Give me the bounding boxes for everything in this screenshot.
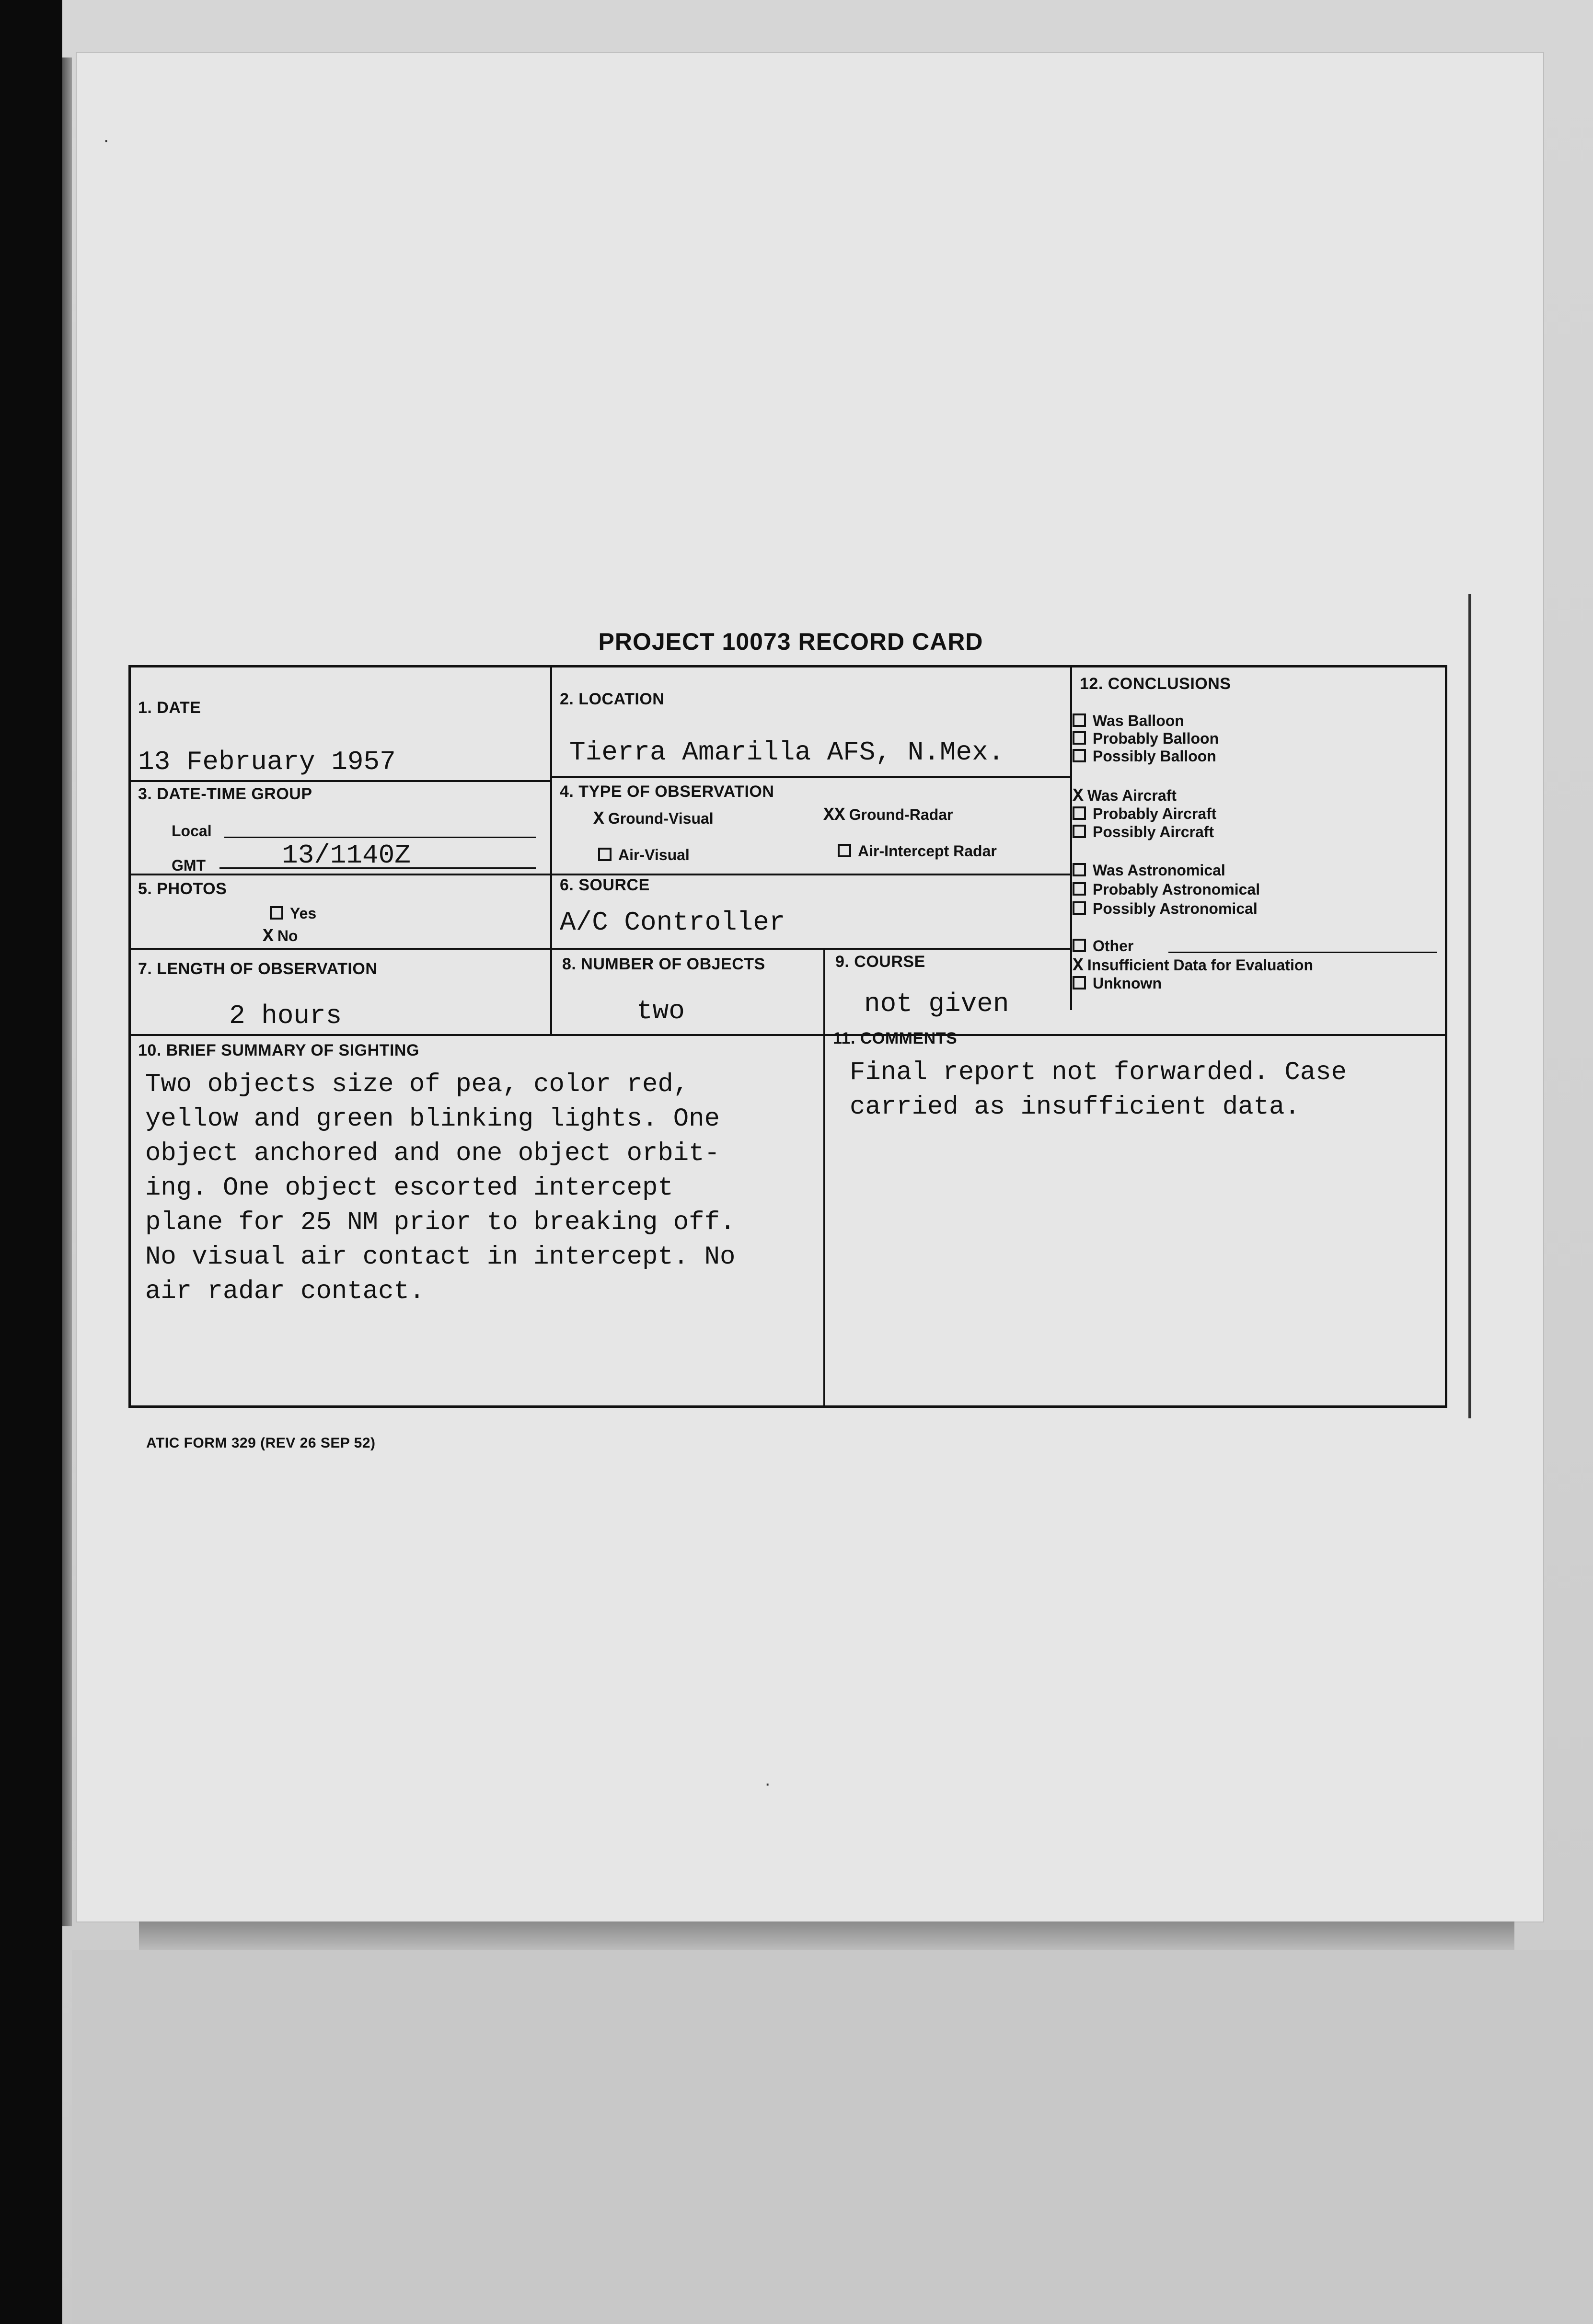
ground-visual-option bbox=[593, 809, 714, 829]
type-observation-label: 4. TYPE OF OBSERVATION bbox=[560, 782, 774, 801]
summary-line: plane for 25 NM prior to breaking off. bbox=[145, 1208, 736, 1237]
unknown-label: Unknown bbox=[1093, 975, 1162, 992]
card-border-right bbox=[1445, 665, 1447, 1408]
summary-line: air radar contact. bbox=[145, 1277, 425, 1306]
was-astronomical-label: Was Astronomical bbox=[1093, 862, 1225, 879]
scan-left-margin bbox=[0, 0, 62, 2324]
photos-yes-option bbox=[270, 905, 316, 922]
was-balloon-checkbox bbox=[1073, 713, 1086, 727]
unknown-checkbox bbox=[1073, 976, 1086, 989]
conclusion-unknown bbox=[1073, 975, 1162, 992]
dtg-label: 3. DATE-TIME GROUP bbox=[138, 785, 312, 803]
scan-speck: · bbox=[103, 129, 110, 150]
air-intercept-radar-label: Air-Intercept Radar bbox=[858, 842, 997, 860]
dtg-local-line bbox=[224, 837, 536, 838]
course-label: 9. COURSE bbox=[835, 953, 925, 971]
divider-h-location bbox=[550, 776, 1070, 778]
scan-speck: · bbox=[764, 1773, 771, 1794]
ground-radar-mark: XX bbox=[823, 805, 845, 826]
date-value: 13 February 1957 bbox=[138, 747, 396, 777]
photos-label: 5. PHOTOS bbox=[138, 880, 227, 898]
card-border-bottom bbox=[128, 1405, 1447, 1408]
form-footer: ATIC FORM 329 (REV 26 SEP 52) bbox=[146, 1435, 376, 1451]
source-value: A/C Controller bbox=[560, 907, 785, 938]
was-aircraft-mark: X bbox=[1073, 786, 1084, 806]
conclusion-possibly-aircraft bbox=[1073, 823, 1214, 841]
comments-text bbox=[850, 1056, 1347, 1125]
insufficient-data-label: Insufficient Data for Evaluation bbox=[1087, 956, 1313, 974]
probably-aircraft-checkbox bbox=[1073, 806, 1086, 820]
conclusion-probably-aircraft bbox=[1073, 805, 1216, 823]
source-label: 6. SOURCE bbox=[560, 876, 650, 894]
dtg-gmt-value: 13/1140Z bbox=[282, 840, 411, 871]
scan-right-rule bbox=[1468, 594, 1471, 1418]
divider-v1 bbox=[550, 665, 552, 1034]
was-balloon-label: Was Balloon bbox=[1093, 712, 1184, 729]
location-value: Tierra Amarilla AFS, N.Mex. bbox=[569, 737, 1004, 768]
summary-label: 10. BRIEF SUMMARY OF SIGHTING bbox=[138, 1041, 419, 1059]
possibly-aircraft-checkbox bbox=[1073, 825, 1086, 838]
summary-line: Two objects size of pea, color red, bbox=[145, 1070, 689, 1099]
conclusion-insufficient-data bbox=[1073, 955, 1313, 976]
conclusion-possibly-astronomical bbox=[1073, 900, 1258, 918]
insufficient-data-mark: X bbox=[1073, 955, 1084, 976]
possibly-astronomical-checkbox bbox=[1073, 901, 1086, 915]
date-label: 1. DATE bbox=[138, 699, 201, 717]
probably-astronomical-label: Probably Astronomical bbox=[1093, 881, 1260, 898]
probably-balloon-checkbox bbox=[1073, 731, 1086, 745]
probably-aircraft-label: Probably Aircraft bbox=[1093, 805, 1217, 822]
conclusion-was-balloon bbox=[1073, 712, 1184, 730]
summary-text bbox=[145, 1068, 735, 1309]
number-objects-value: two bbox=[636, 996, 685, 1026]
air-intercept-radar-option bbox=[838, 842, 997, 860]
ground-radar-label: Ground-Radar bbox=[849, 806, 953, 823]
summary-line: yellow and green blinking lights. One bbox=[145, 1104, 720, 1134]
ground-visual-label: Ground-Visual bbox=[608, 810, 714, 827]
was-astronomical-checkbox bbox=[1073, 863, 1086, 876]
summary-line: No visual air contact in intercept. No bbox=[145, 1243, 736, 1272]
length-value: 2 hours bbox=[229, 1001, 342, 1031]
conclusion-other bbox=[1073, 937, 1133, 955]
divider-v2 bbox=[823, 948, 825, 1408]
conclusion-was-aircraft bbox=[1073, 786, 1177, 806]
card-border-top bbox=[128, 665, 1447, 667]
record-card bbox=[128, 665, 1447, 1408]
card-title: PROJECT 10073 RECORD CARD bbox=[598, 628, 983, 655]
conclusion-possibly-balloon bbox=[1073, 748, 1216, 765]
divider-h-summary bbox=[128, 1034, 1447, 1036]
course-value: not given bbox=[864, 989, 1009, 1019]
card-border-left bbox=[128, 665, 131, 1408]
possibly-aircraft-label: Possibly Aircraft bbox=[1093, 823, 1214, 840]
paper-bottom-shadow bbox=[139, 1921, 1514, 1950]
scan-lower-area bbox=[72, 1950, 1593, 2324]
probably-balloon-label: Probably Balloon bbox=[1093, 730, 1219, 747]
probably-astronomical-checkbox bbox=[1073, 882, 1086, 896]
ground-visual-mark: X bbox=[593, 809, 604, 829]
summary-line: object anchored and one object orbit- bbox=[145, 1139, 720, 1168]
ground-radar-option bbox=[823, 805, 953, 826]
photos-yes-label: Yes bbox=[290, 905, 317, 922]
divider-h-date bbox=[128, 780, 550, 782]
was-aircraft-label: Was Aircraft bbox=[1087, 787, 1177, 804]
location-label: 2. LOCATION bbox=[560, 690, 665, 708]
conclusion-probably-astronomical bbox=[1073, 881, 1260, 898]
dtg-gmt-label: GMT bbox=[172, 857, 206, 874]
photos-no-option bbox=[263, 926, 298, 947]
summary-line: ing. One object escorted intercept bbox=[145, 1174, 673, 1203]
air-intercept-radar-checkbox bbox=[838, 844, 851, 857]
air-visual-label: Air-Visual bbox=[618, 846, 690, 863]
paper-edge-shadow bbox=[62, 58, 72, 1926]
comments-line: carried as insufficient data. bbox=[850, 1093, 1300, 1122]
possibly-astronomical-label: Possibly Astronomical bbox=[1093, 900, 1258, 917]
photos-no-label: No bbox=[277, 927, 298, 944]
length-label: 7. LENGTH OF OBSERVATION bbox=[138, 960, 378, 978]
air-visual-option bbox=[598, 846, 690, 864]
conclusion-probably-balloon bbox=[1073, 730, 1219, 748]
divider-v3 bbox=[1070, 665, 1072, 1010]
divider-h-dtg bbox=[128, 874, 1070, 875]
photos-no-mark: X bbox=[263, 926, 274, 947]
photos-yes-checkbox bbox=[270, 906, 283, 920]
other-line bbox=[1168, 952, 1437, 953]
dtg-local-label: Local bbox=[172, 822, 212, 840]
air-visual-checkbox bbox=[598, 848, 612, 861]
possibly-balloon-label: Possibly Balloon bbox=[1093, 748, 1216, 765]
comments-label: 11. COMMENTS bbox=[833, 1029, 958, 1047]
conclusions-label: 12. CONCLUSIONS bbox=[1080, 675, 1231, 693]
conclusion-was-astronomical bbox=[1073, 862, 1225, 879]
other-checkbox bbox=[1073, 939, 1086, 952]
other-label: Other bbox=[1093, 937, 1134, 955]
divider-h-photos bbox=[128, 948, 1070, 950]
comments-line: Final report not forwarded. Case bbox=[850, 1058, 1347, 1087]
number-objects-label: 8. NUMBER OF OBJECTS bbox=[562, 955, 765, 973]
possibly-balloon-checkbox bbox=[1073, 749, 1086, 762]
